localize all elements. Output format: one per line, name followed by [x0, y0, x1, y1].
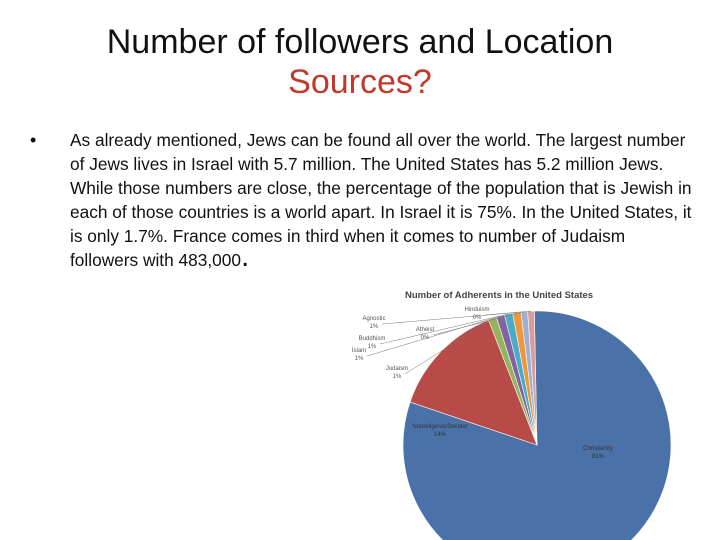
pie-label-name-nonreligious-secular: Nonreligious/Secular [412, 424, 468, 430]
chart-title: Number of Adherents in the United States [405, 290, 594, 301]
pie-label-name-agnostic: Agnostic [362, 316, 386, 322]
pie-label-name-christianity: Christianity [583, 446, 613, 452]
pie-label-value-judaism: 1% [392, 374, 402, 380]
pie-label-judaism [386, 366, 408, 380]
pie-label-value-islam: 1% [354, 356, 364, 362]
pie-label-name-atheist: Atheist [415, 327, 435, 333]
pie-label-agnostic [362, 316, 385, 330]
pie-label-name-hinduism: Hinduism [464, 307, 490, 313]
pie-label-value-atheist: 0% [420, 335, 430, 341]
pie-label-value-hinduism: 0% [472, 315, 482, 321]
pie-label-value-christianity: 81% [591, 454, 605, 460]
pie-label-islam [352, 348, 366, 362]
pie-label-name-judaism: Judaism [385, 366, 409, 372]
pie-label-atheist [416, 327, 435, 341]
pie-label-value-buddhism: 1% [367, 344, 377, 350]
bullet-end-period: . [241, 240, 250, 273]
bullet-body: As already mentioned, Jews can be found all over the world. The largest number of Jews lives in Israel with 5.7 million. The United States has 5.2 million Jews. While those numbers are close, the percentage of the population that is Jewish in each of those countries is a world apart. In Israel it is 75%. In the United States, it is only 1.7%. France comes in third when it comes to number of Judaism followers with 483,000 [70, 130, 692, 270]
pie-label-hinduism [464, 307, 489, 321]
title-line-2: Sources? [288, 63, 432, 101]
pie-label-value-nonreligious-secular: 14% [433, 432, 447, 438]
pie-label-value-agnostic: 1% [369, 324, 379, 330]
bullet-marker: • [30, 130, 37, 150]
pie-label-name-islam: Islam [351, 348, 367, 354]
pie-label-name-buddhism: Buddhism [358, 336, 386, 342]
title-line-1: Number of followers and Location [106, 23, 614, 61]
